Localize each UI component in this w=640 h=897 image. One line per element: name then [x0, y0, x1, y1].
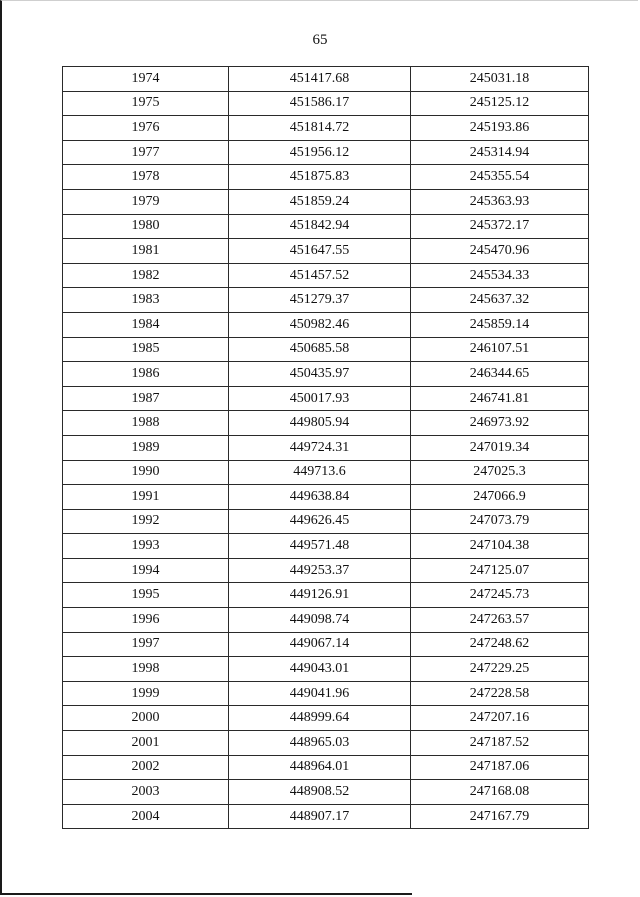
year-cell: 1974	[63, 67, 229, 92]
year-cell: 1999	[63, 681, 229, 706]
table-row	[63, 189, 589, 214]
value-a-cell: 449041.96	[229, 681, 411, 706]
year-cell: 2003	[63, 780, 229, 805]
value-a-cell: 449253.37	[229, 558, 411, 583]
table-row	[63, 804, 589, 829]
year-cell: 2002	[63, 755, 229, 780]
value-b-cell: 247187.06	[411, 755, 589, 780]
value-b-cell: 247019.34	[411, 435, 589, 460]
value-a-cell: 451647.55	[229, 239, 411, 264]
value-a-cell: 451956.12	[229, 140, 411, 165]
value-a-cell: 450685.58	[229, 337, 411, 362]
value-b-cell: 247066.9	[411, 485, 589, 510]
value-b-cell: 247228.58	[411, 681, 589, 706]
table-row	[63, 140, 589, 165]
value-b-cell: 247207.16	[411, 706, 589, 731]
table-row	[63, 681, 589, 706]
value-a-cell: 448908.52	[229, 780, 411, 805]
value-b-cell: 245637.32	[411, 288, 589, 313]
year-cell: 2001	[63, 731, 229, 756]
table-row	[63, 608, 589, 633]
value-b-cell: 247248.62	[411, 632, 589, 657]
value-a-cell: 448965.03	[229, 731, 411, 756]
page-number: 65	[312, 32, 328, 48]
table-row	[63, 116, 589, 141]
year-cell: 2000	[63, 706, 229, 731]
value-b-cell: 247229.25	[411, 657, 589, 682]
value-b-cell: 247125.07	[411, 558, 589, 583]
year-cell: 1988	[63, 411, 229, 436]
year-cell: 1984	[63, 312, 229, 337]
value-b-cell: 247073.79	[411, 509, 589, 534]
value-a-cell: 449805.94	[229, 411, 411, 436]
value-a-cell: 448907.17	[229, 804, 411, 829]
table-row	[63, 214, 589, 239]
value-b-cell: 246741.81	[411, 386, 589, 411]
year-cell: 1986	[63, 362, 229, 387]
value-a-cell: 451457.52	[229, 263, 411, 288]
bottom-rule	[0, 893, 412, 895]
value-b-cell: 245031.18	[411, 67, 589, 92]
year-cell: 1975	[63, 91, 229, 116]
table-row	[63, 706, 589, 731]
value-b-cell: 245372.17	[411, 214, 589, 239]
value-a-cell: 449067.14	[229, 632, 411, 657]
year-cell: 1996	[63, 608, 229, 633]
year-cell: 2004	[63, 804, 229, 829]
value-b-cell: 247104.38	[411, 534, 589, 559]
year-cell: 1982	[63, 263, 229, 288]
table-row	[63, 509, 589, 534]
value-a-cell: 451279.37	[229, 288, 411, 313]
value-b-cell: 246344.65	[411, 362, 589, 387]
value-a-cell: 451859.24	[229, 189, 411, 214]
table-row	[63, 67, 589, 92]
table-row	[63, 386, 589, 411]
table-row	[63, 435, 589, 460]
value-b-cell: 247245.73	[411, 583, 589, 608]
value-a-cell: 451842.94	[229, 214, 411, 239]
table-body	[63, 67, 589, 829]
year-cell: 1977	[63, 140, 229, 165]
value-a-cell: 449638.84	[229, 485, 411, 510]
year-cell: 1998	[63, 657, 229, 682]
year-cell: 1994	[63, 558, 229, 583]
table-row	[63, 263, 589, 288]
year-cell: 1995	[63, 583, 229, 608]
value-b-cell: 247187.52	[411, 731, 589, 756]
value-b-cell: 246107.51	[411, 337, 589, 362]
value-b-cell: 245470.96	[411, 239, 589, 264]
year-cell: 1990	[63, 460, 229, 485]
value-a-cell: 449626.45	[229, 509, 411, 534]
table-row	[63, 731, 589, 756]
table-row	[63, 485, 589, 510]
year-cell: 1983	[63, 288, 229, 313]
year-cell: 1981	[63, 239, 229, 264]
value-a-cell: 448999.64	[229, 706, 411, 731]
value-a-cell: 451875.83	[229, 165, 411, 190]
year-cell: 1976	[63, 116, 229, 141]
value-b-cell: 247167.79	[411, 804, 589, 829]
table-row	[63, 657, 589, 682]
table-row	[63, 460, 589, 485]
value-a-cell: 451586.17	[229, 91, 411, 116]
year-cell: 1979	[63, 189, 229, 214]
value-a-cell: 451417.68	[229, 67, 411, 92]
year-cell: 1997	[63, 632, 229, 657]
value-b-cell: 245355.54	[411, 165, 589, 190]
year-cell: 1987	[63, 386, 229, 411]
table-row	[63, 583, 589, 608]
value-a-cell: 450982.46	[229, 312, 411, 337]
table-row	[63, 91, 589, 116]
table-row	[63, 632, 589, 657]
value-b-cell: 245534.33	[411, 263, 589, 288]
table-row	[63, 165, 589, 190]
value-b-cell: 246973.92	[411, 411, 589, 436]
table-row	[63, 288, 589, 313]
year-cell: 1978	[63, 165, 229, 190]
value-a-cell: 451814.72	[229, 116, 411, 141]
value-a-cell: 449098.74	[229, 608, 411, 633]
table-row	[63, 755, 589, 780]
year-cell: 1985	[63, 337, 229, 362]
year-cell: 1993	[63, 534, 229, 559]
data-table	[62, 66, 589, 829]
table-row	[63, 239, 589, 264]
value-b-cell: 245363.93	[411, 189, 589, 214]
value-b-cell: 245859.14	[411, 312, 589, 337]
value-a-cell: 449724.31	[229, 435, 411, 460]
table-row	[63, 337, 589, 362]
value-a-cell: 449571.48	[229, 534, 411, 559]
year-cell: 1991	[63, 485, 229, 510]
value-a-cell: 448964.01	[229, 755, 411, 780]
year-cell: 1992	[63, 509, 229, 534]
table-row	[63, 558, 589, 583]
value-b-cell: 247263.57	[411, 608, 589, 633]
value-b-cell: 247168.08	[411, 780, 589, 805]
year-cell: 1980	[63, 214, 229, 239]
table-row	[63, 312, 589, 337]
value-a-cell: 450435.97	[229, 362, 411, 387]
table-row	[63, 534, 589, 559]
year-cell: 1989	[63, 435, 229, 460]
value-a-cell: 449126.91	[229, 583, 411, 608]
value-b-cell: 245314.94	[411, 140, 589, 165]
value-b-cell: 245125.12	[411, 91, 589, 116]
value-a-cell: 449713.6	[229, 460, 411, 485]
table-row	[63, 411, 589, 436]
value-b-cell: 245193.86	[411, 116, 589, 141]
table-row	[63, 780, 589, 805]
value-a-cell: 450017.93	[229, 386, 411, 411]
table-row	[63, 362, 589, 387]
value-a-cell: 449043.01	[229, 657, 411, 682]
value-b-cell: 247025.3	[411, 460, 589, 485]
